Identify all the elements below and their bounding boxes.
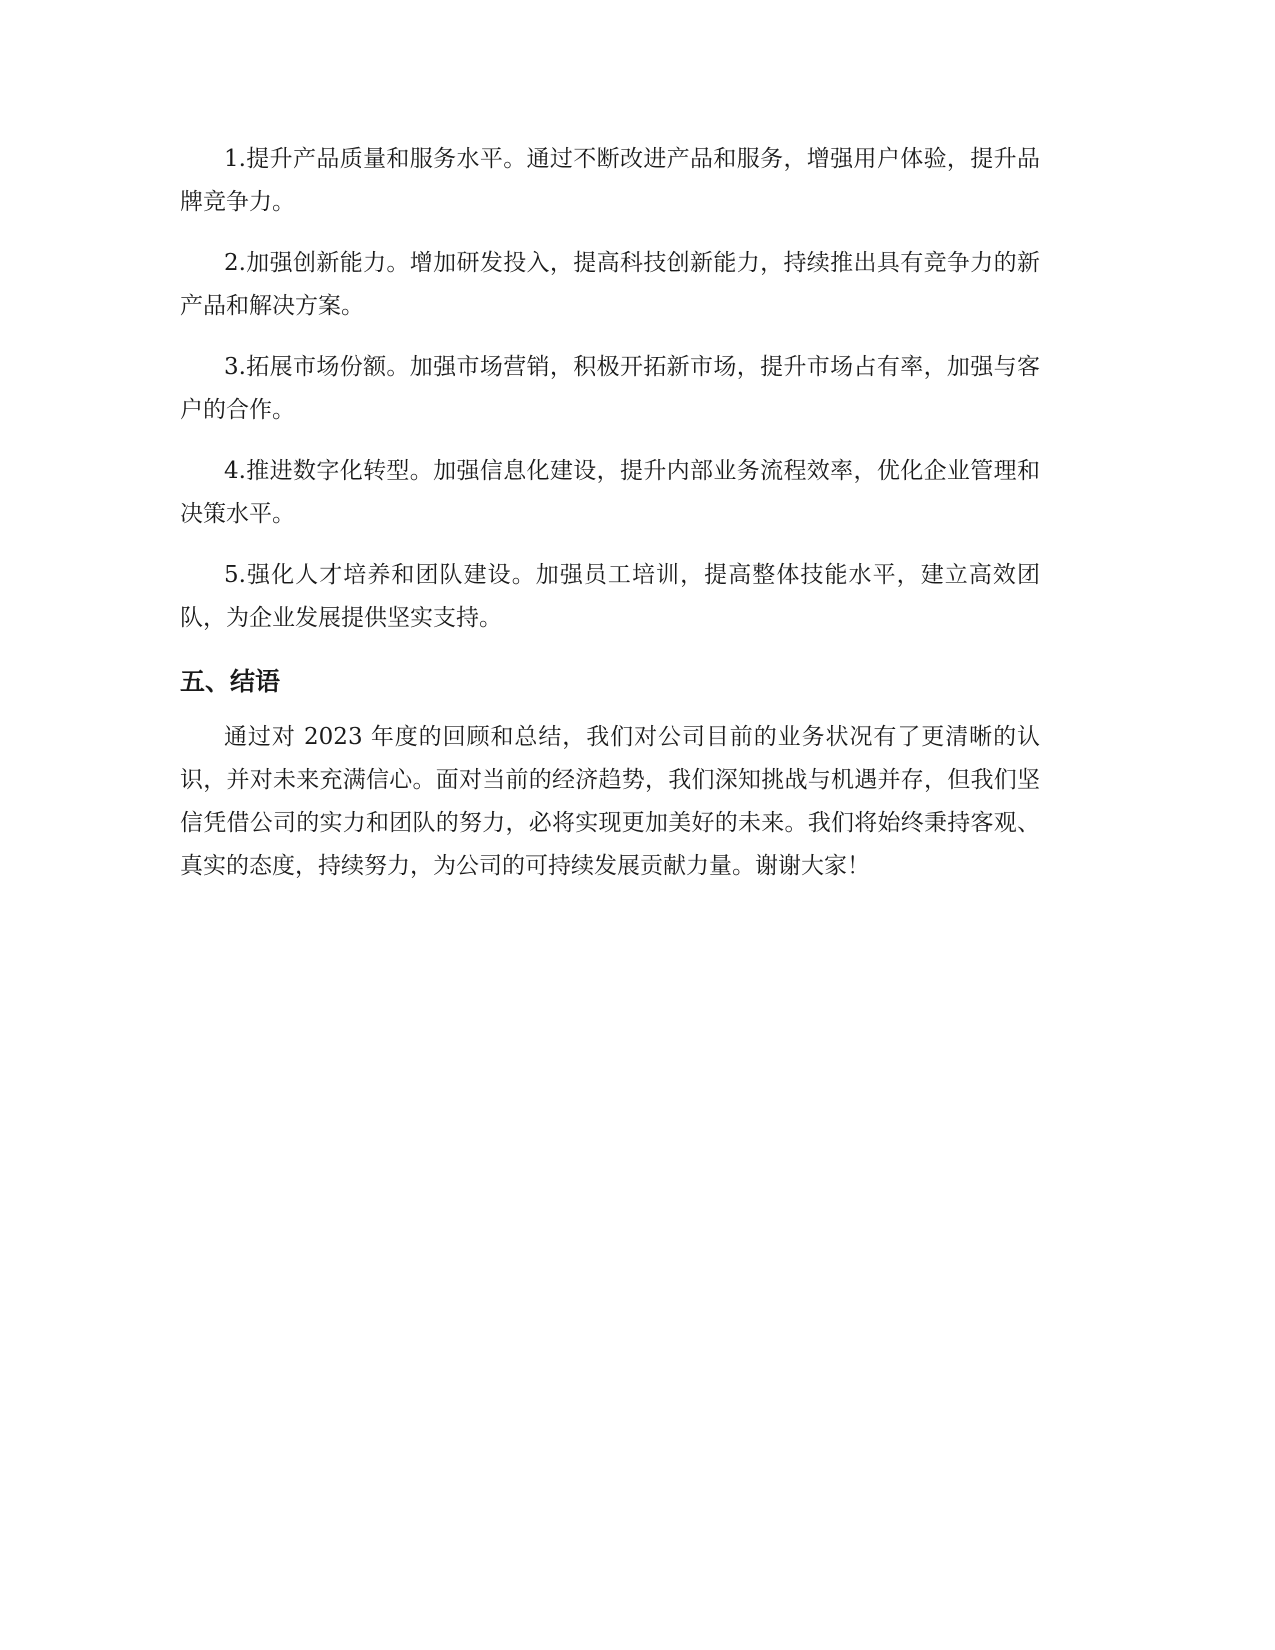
list-item-2: 2.加强创新能力。增加研发投入，提高科技创新能力，持续推出具有竞争力的新产品和解决方案。 — [180, 250, 1040, 319]
list-item-1: 1.提升产品质量和服务水平。通过不断改进产品和服务，增强用户体验，提升品牌竞争力。 — [180, 146, 1040, 215]
conclusion-paragraph: 通过对 2023 年度的回顾和总结，我们对公司目前的业务状况有了更清晰的认识，并对未来充满信心。面对当前的经济趋势，我们深知挑战与机遇并存，但我们坚信凭借公司的实力和团队的努力，必将实现更加美好的未来。我们将始终秉持客观、真实的态度，持续努力，为公司的可持续发展贡献力量。谢谢大家！ — [180, 724, 1040, 879]
list-item-4: 4.推进数字化转型。加强信息化建设，提升内部业务流程效率，优化企业管理和决策水平。 — [180, 458, 1040, 527]
document-page — [180, 138, 1040, 906]
list-item-3: 3.拓展市场份额。加强市场营销，积极开拓新市场，提升市场占有率，加强与客户的合作。 — [180, 354, 1040, 423]
section-heading: 五、结语 — [180, 667, 281, 696]
list-item-5: 5.强化人才培养和团队建设。加强员工培训，提高整体技能水平，建立高效团队，为企业发展提供坚实支持。 — [180, 562, 1040, 631]
